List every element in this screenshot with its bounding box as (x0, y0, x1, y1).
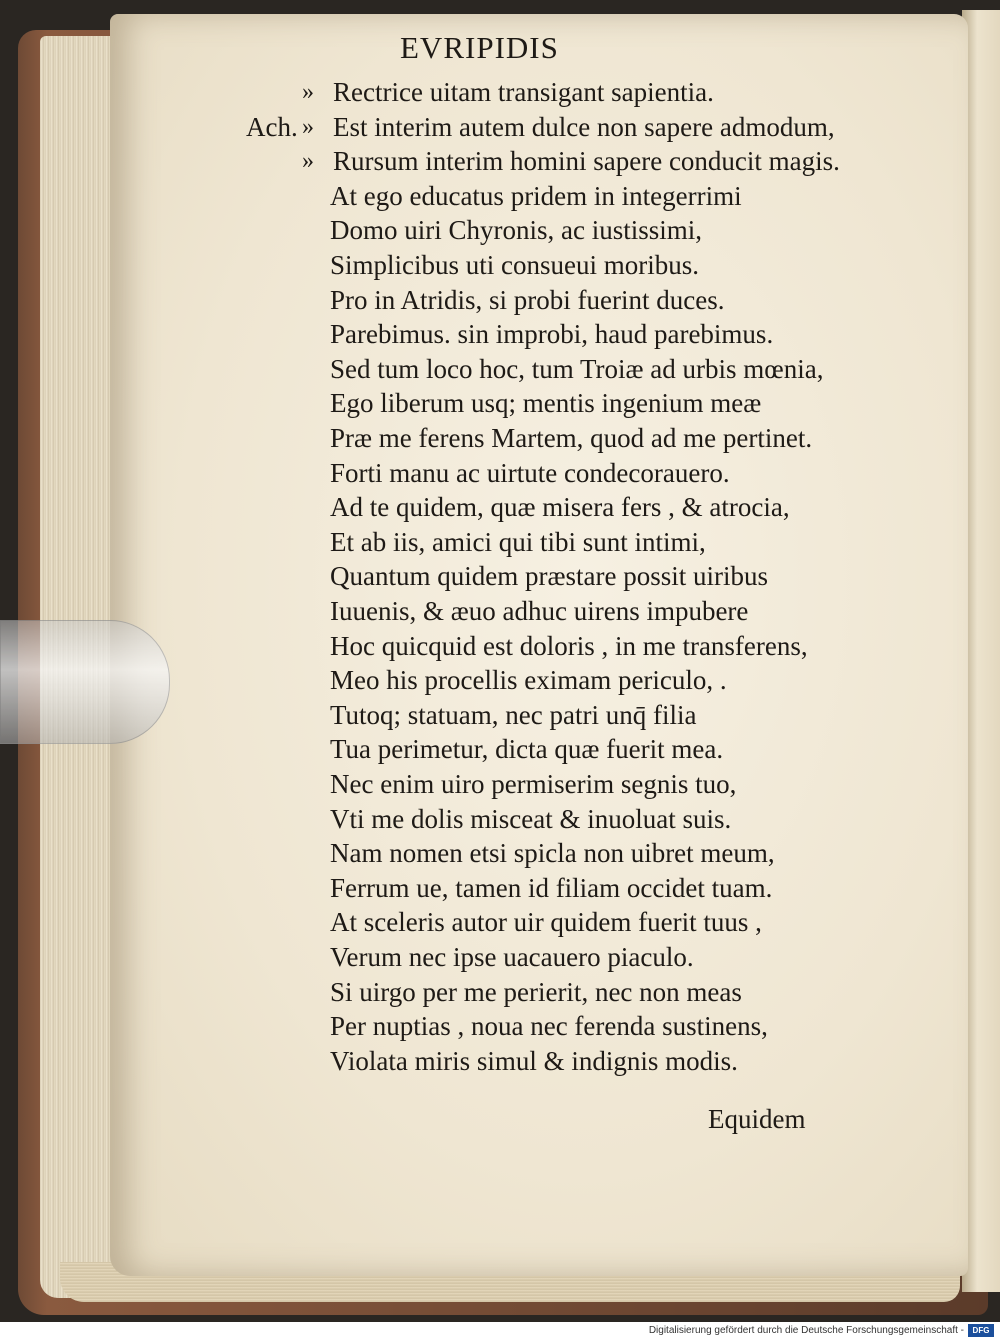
verse-line: Iuuenis, & æuo adhuc uirens impubere (330, 596, 749, 626)
verse-line: Tua perimetur, dicta quæ fuerit mea. (330, 734, 724, 765)
verse-line: Tutoq; statuam, nec patri unq̄ filia (330, 699, 697, 730)
verse-line: At sceleris autor uir quidem fuerit tuus , (330, 907, 762, 938)
verse-line: Parebimus. sin improbi, haud parebimus. (330, 319, 774, 350)
verse-line: Vti me dolis misceat & inuoluat suis. (330, 803, 732, 834)
running-head: EVRIPIDIS (400, 30, 559, 65)
quote-mark: » (302, 113, 314, 140)
page-holder-strap (0, 620, 170, 744)
verse-line: Est interim autem dulce non sapere admodum, (333, 111, 835, 142)
verse-line: Violata miris simul & indignis modis. (330, 1045, 738, 1076)
verse-line: Et ab iis, amici qui tibi sunt intimi, (330, 526, 706, 557)
footer-credit: Digitalisierung gefördert durch die Deutsche Forschungsgemeinschaft - (648, 1325, 964, 1336)
speaker-label: Ach. (246, 111, 298, 142)
verse-line: Rursum interim homini sapere conducit magis. (333, 146, 840, 177)
quote-mark: » (302, 148, 314, 175)
verse-line: Ferrum ue, tamen id filiam occidet tuam. (330, 872, 773, 903)
verse-line: Ego liberum usq; mentis ingenium meæ (330, 388, 762, 419)
dfg-logo-icon: DFG (968, 1324, 994, 1337)
verse-line: Nec enim uiro permiserim segnis tuo, (330, 769, 737, 799)
quote-mark: » (302, 79, 314, 105)
footer (0, 1322, 1000, 1341)
verse-line: Præ me ferens Martem, quod ad me pertinet. (330, 423, 813, 453)
verse-line: Simplicibus uti consueui moribus. (330, 250, 699, 280)
verse-line: Rectrice uitam transigant sapientia. (333, 77, 714, 107)
verse-line: Pro in Atridis, si probi fuerint duces. (330, 284, 725, 315)
verse-line: At ego educatus pridem in integerrimi (330, 180, 742, 211)
verse-line: Si uirgo per me perierit, nec non meas (330, 976, 742, 1007)
verse-line: Forti manu ac uirtute condecorauero. (330, 457, 730, 488)
verse-line: Hoc quicquid est doloris , in me transferens, (330, 630, 808, 661)
catchword: Equidem (708, 1104, 806, 1134)
verse-line: Domo uiri Chyronis, ac iustissimi, (330, 215, 703, 246)
verse-line: Per nuptias , noua nec ferenda sustinens, (330, 1011, 768, 1042)
verse-line: Nam nomen etsi spicla non uibret meum, (330, 838, 775, 869)
verse-line: Sed tum loco hoc, tum Troiæ ad urbis mœnia, (330, 353, 824, 384)
verse-line: Ad te quidem, quæ misera fers , & atrocia, (330, 492, 790, 523)
verse-line: Verum nec ipse uacauero piaculo. (330, 942, 694, 972)
verse-line: Meo his procellis eximam periculo, . (330, 665, 727, 696)
verse-line: Quantum quidem præstare possit uiribus (330, 561, 768, 592)
